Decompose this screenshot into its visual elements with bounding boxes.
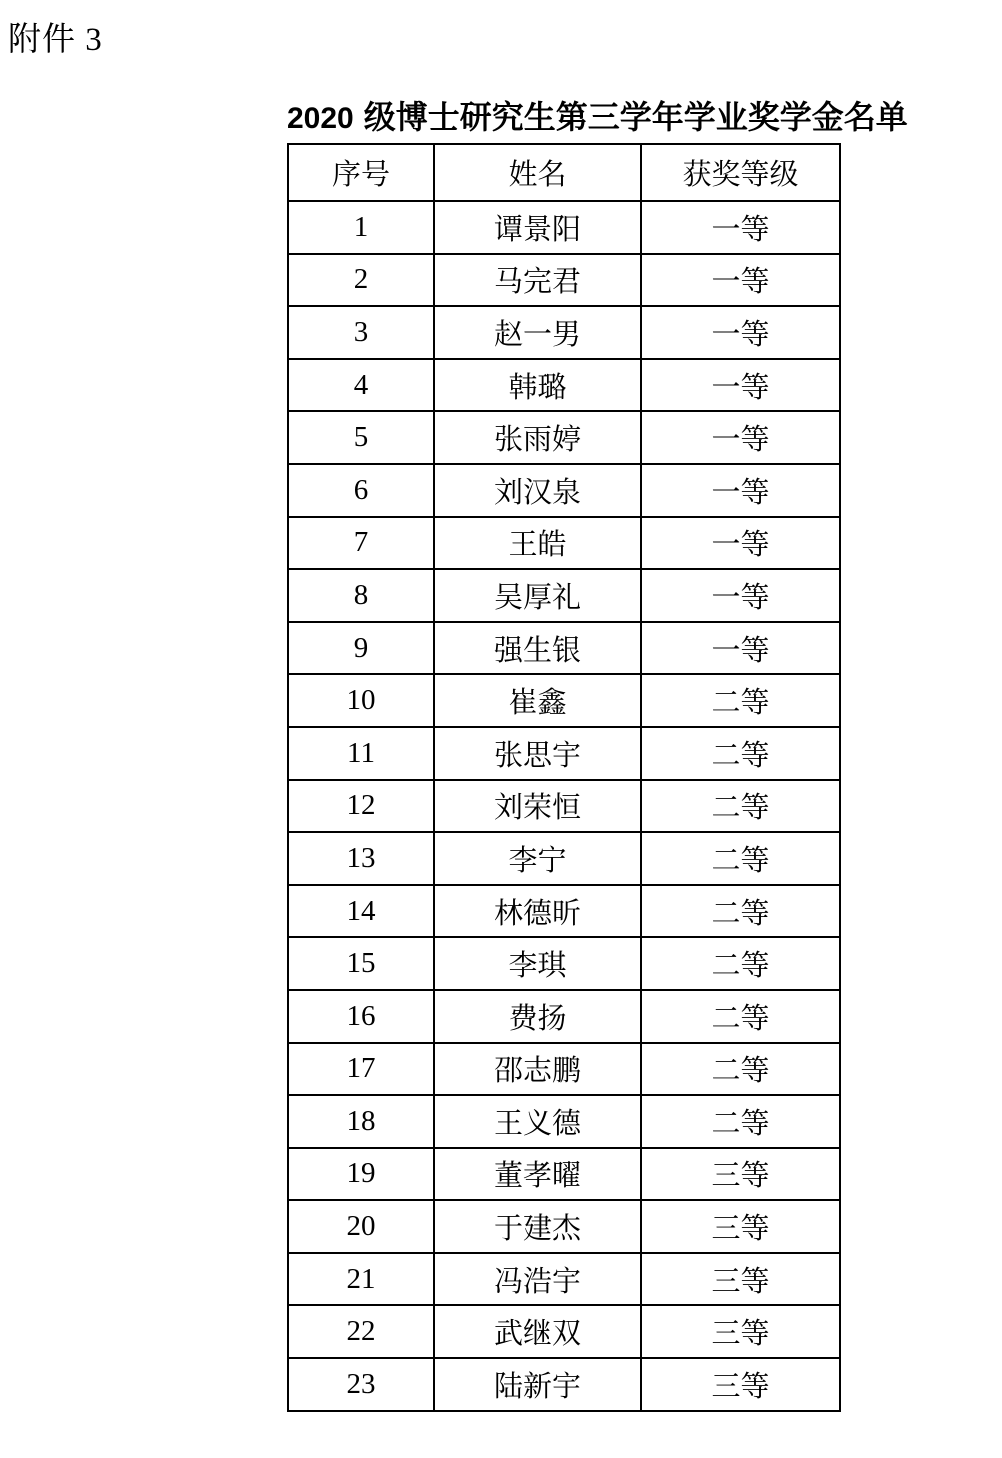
row-name-cell: 于建杰: [434, 1200, 641, 1253]
row-level-cell: 一等: [641, 306, 840, 359]
row-number-cell: 7: [288, 517, 434, 570]
table-row: [288, 1200, 840, 1253]
row-name-cell: 邵志鹏: [434, 1043, 641, 1096]
row-level-cell: 二等: [641, 832, 840, 885]
row-number-cell: 14: [288, 885, 434, 938]
header-cell-level: 获奖等级: [641, 144, 840, 201]
row-number-cell: 15: [288, 937, 434, 990]
row-number-cell: 11: [288, 727, 434, 780]
table-row: [288, 990, 840, 1043]
table-row: [288, 1253, 840, 1306]
row-number-cell: 16: [288, 990, 434, 1043]
row-name-cell: 崔鑫: [434, 674, 641, 727]
row-level-cell: 一等: [641, 517, 840, 570]
row-level-cell: 一等: [641, 254, 840, 307]
row-name-cell: 张思宇: [434, 727, 641, 780]
row-number-cell: 21: [288, 1253, 434, 1306]
row-name-cell: 李琪: [434, 937, 641, 990]
table-row: [288, 254, 840, 307]
header-cell-number: 序号: [288, 144, 434, 201]
row-number-cell: 9: [288, 622, 434, 675]
table-header-row: [288, 144, 840, 201]
table-row: [288, 517, 840, 570]
row-name-cell: 吴厚礼: [434, 569, 641, 622]
row-level-cell: 三等: [641, 1253, 840, 1306]
page-title: [287, 92, 908, 138]
scholarship-table: [287, 143, 841, 1412]
table-row: [288, 1305, 840, 1358]
row-name-cell: 马完君: [434, 254, 641, 307]
row-number-cell: 12: [288, 780, 434, 833]
row-number-cell: 22: [288, 1305, 434, 1358]
table-row: [288, 674, 840, 727]
row-level-cell: 二等: [641, 937, 840, 990]
row-level-cell: 二等: [641, 727, 840, 780]
row-number-cell: 2: [288, 254, 434, 307]
row-name-cell: 刘汉泉: [434, 464, 641, 517]
row-level-cell: 二等: [641, 1095, 840, 1148]
row-level-cell: 三等: [641, 1305, 840, 1358]
row-name-cell: 李宁: [434, 832, 641, 885]
table-row: [288, 832, 840, 885]
row-level-cell: 二等: [641, 990, 840, 1043]
header-cell-name: 姓名: [434, 144, 641, 201]
row-name-cell: 董孝曜: [434, 1148, 641, 1201]
row-level-cell: 一等: [641, 569, 840, 622]
row-level-cell: 二等: [641, 674, 840, 727]
row-level-cell: 一等: [641, 359, 840, 412]
row-name-cell: 王皓: [434, 517, 641, 570]
attachment-label: 附件 3: [8, 22, 103, 58]
row-level-cell: 二等: [641, 1043, 840, 1096]
row-number-cell: 8: [288, 569, 434, 622]
table-row: [288, 885, 840, 938]
table-row: [288, 464, 840, 517]
row-level-cell: 二等: [641, 885, 840, 938]
table-body: [288, 201, 840, 1411]
row-name-cell: 赵一男: [434, 306, 641, 359]
row-number-cell: 23: [288, 1358, 434, 1411]
table-row: [288, 1358, 840, 1411]
table-row: [288, 201, 840, 254]
row-name-cell: 韩璐: [434, 359, 641, 412]
table-row: [288, 937, 840, 990]
row-number-cell: 6: [288, 464, 434, 517]
row-name-cell: 王义德: [434, 1095, 641, 1148]
row-level-cell: 二等: [641, 780, 840, 833]
table-row: [288, 727, 840, 780]
page-title-text: 级博士研究生第三学年学业奖学金名单: [363, 99, 908, 135]
table-row: [288, 780, 840, 833]
row-name-cell: 谭景阳: [434, 201, 641, 254]
row-number-cell: 1: [288, 201, 434, 254]
table-row: [288, 569, 840, 622]
row-level-cell: 三等: [641, 1358, 840, 1411]
row-name-cell: 林德昕: [434, 885, 641, 938]
row-number-cell: 4: [288, 359, 434, 412]
table-row: [288, 306, 840, 359]
table-row: [288, 359, 840, 412]
table-row: [288, 411, 840, 464]
row-name-cell: 费扬: [434, 990, 641, 1043]
table-row: [288, 1148, 840, 1201]
row-number-cell: 10: [288, 674, 434, 727]
row-number-cell: 5: [288, 411, 434, 464]
row-name-cell: 陆新宇: [434, 1358, 641, 1411]
row-number-cell: 3: [288, 306, 434, 359]
row-level-cell: 一等: [641, 622, 840, 675]
row-name-cell: 强生银: [434, 622, 641, 675]
row-level-cell: 一等: [641, 411, 840, 464]
row-name-cell: 冯浩宇: [434, 1253, 641, 1306]
row-number-cell: 20: [288, 1200, 434, 1253]
table-row: [288, 1043, 840, 1096]
row-number-cell: 19: [288, 1148, 434, 1201]
row-number-cell: 18: [288, 1095, 434, 1148]
row-name-cell: 武继双: [434, 1305, 641, 1358]
table-row: [288, 1095, 840, 1148]
row-level-cell: 三等: [641, 1200, 840, 1253]
row-number-cell: 13: [288, 832, 434, 885]
row-name-cell: 刘荣恒: [434, 780, 641, 833]
row-level-cell: 一等: [641, 201, 840, 254]
table-row: [288, 622, 840, 675]
row-name-cell: 张雨婷: [434, 411, 641, 464]
page-title-year: 2020: [287, 102, 354, 135]
table-header: [288, 144, 840, 201]
row-level-cell: 一等: [641, 464, 840, 517]
row-number-cell: 17: [288, 1043, 434, 1096]
row-level-cell: 三等: [641, 1148, 840, 1201]
